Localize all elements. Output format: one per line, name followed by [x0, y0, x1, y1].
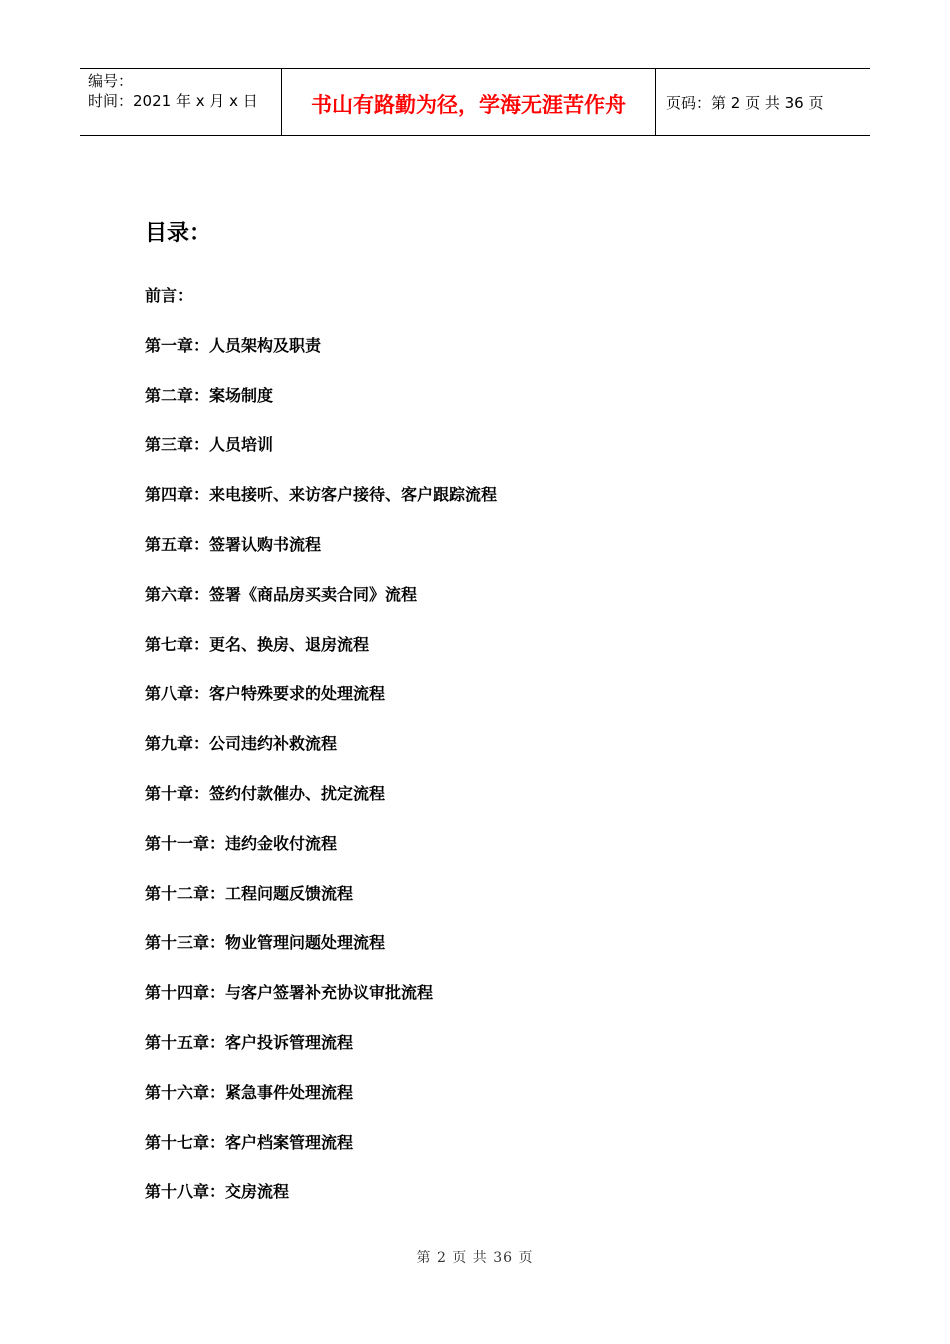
toc-item: 第十四章：与客户签署补充协议审批流程: [145, 983, 434, 1003]
toc-item: 第四章：来电接听、来访客户接待、客户跟踪流程: [145, 485, 498, 505]
toc-item: 第十三章：物业管理问题处理流程: [145, 933, 386, 953]
toc-title: 目录：: [145, 221, 212, 246]
toc-item: 第十一章：违约金收付流程: [145, 833, 338, 853]
toc-item: 第十章：签约付款催办、扰定流程: [145, 783, 386, 803]
toc-item: 第七章：更名、换房、退房流程: [145, 634, 370, 654]
toc-item: 第十七章：客户档案管理流程: [145, 1132, 354, 1152]
toc-item: 第十五章：客户投诉管理流程: [145, 1032, 354, 1052]
header-date-label: 时间：2021 年 x 月 x 日: [88, 92, 258, 110]
toc-item: 第五章：签署认购书流程: [145, 534, 322, 554]
header-number-label: 编号：: [88, 72, 134, 90]
toc-item: 第八章：客户特殊要求的处理流程: [145, 684, 386, 704]
header-motto: 书山有路勤为径，学海无涯苦作舟: [282, 69, 656, 135]
toc-item: 第一章：人员架构及职责: [145, 335, 322, 355]
toc-list: [145, 285, 497, 1231]
toc-item: 第十六章：紧急事件处理流程: [145, 1082, 354, 1102]
header-page-label: 页码：第 2 页 共 36 页: [666, 93, 824, 112]
toc-item: 第三章：人员培训: [145, 435, 274, 455]
toc-item: 第六章：签署《商品房买卖合同》流程: [145, 584, 418, 604]
toc-item: 第二章：案场制度: [145, 385, 274, 405]
page-footer: 第 2 页 共 36 页: [416, 1250, 534, 1266]
header-meta-cell: [80, 69, 282, 135]
page-header: [80, 68, 870, 136]
toc-item: 第十二章：工程问题反馈流程: [145, 883, 354, 903]
toc-item: 前言：: [145, 286, 194, 305]
toc-item: 第十八章：交房流程: [145, 1182, 290, 1202]
toc-item: 第九章：公司违约补救流程: [145, 734, 338, 754]
